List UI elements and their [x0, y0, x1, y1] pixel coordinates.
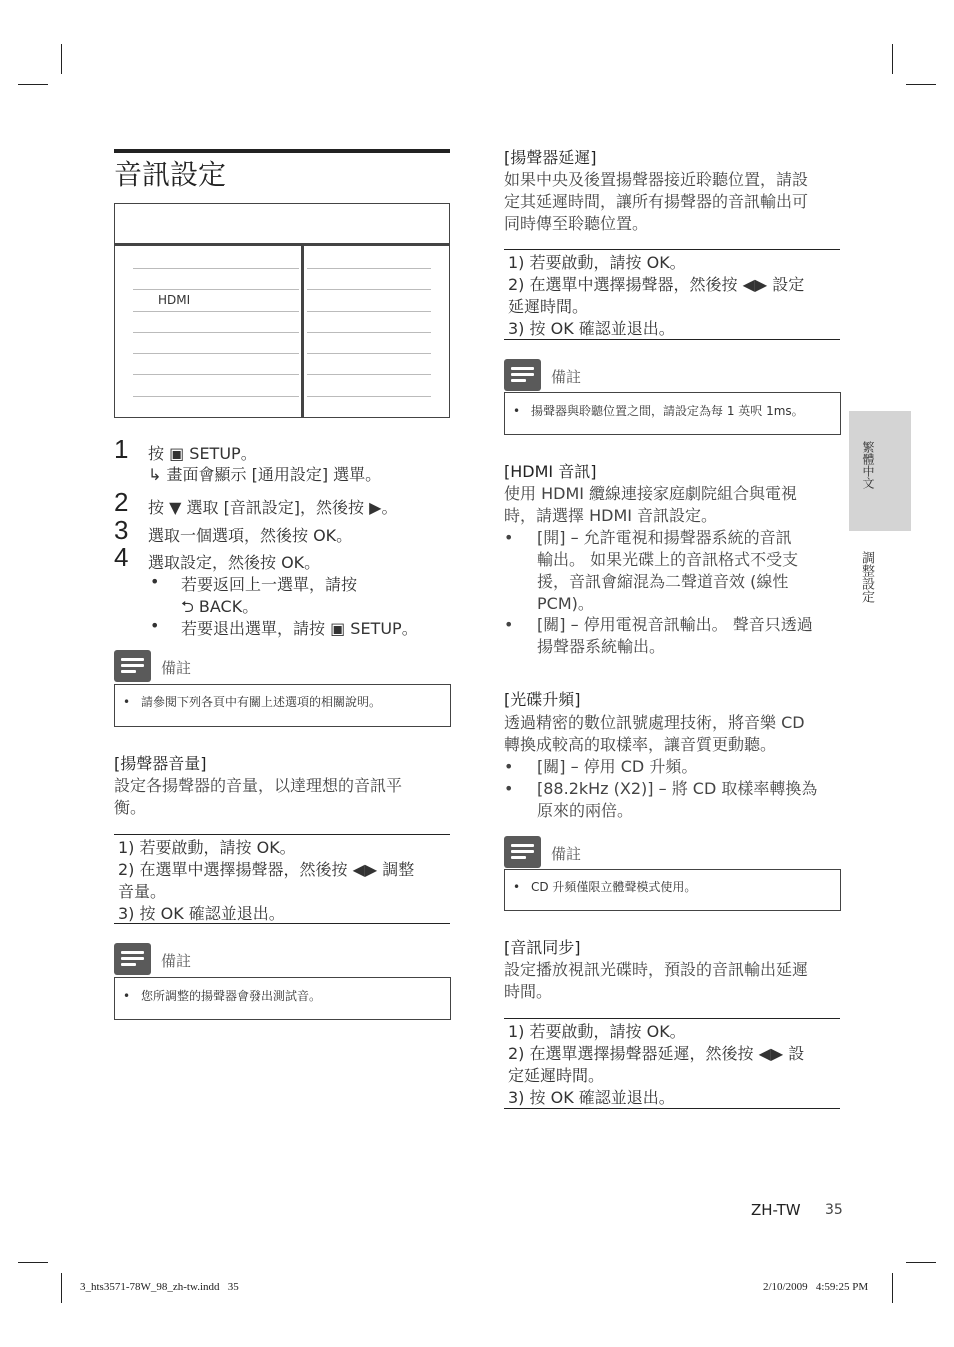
- page-number: 35: [825, 1202, 843, 1218]
- menu-table-header-rule: [115, 243, 449, 246]
- bullet: •: [150, 572, 160, 591]
- note-icon: [504, 359, 541, 391]
- table-row-line: [133, 353, 299, 354]
- note-box: [114, 977, 451, 1020]
- bullet: •: [513, 404, 521, 418]
- table-row-line: [133, 289, 299, 290]
- section-heading: [HDMI 音訊]: [504, 462, 597, 481]
- bullet: •: [504, 757, 514, 776]
- note-text: 請參閱下列各頁中有關上述選項的相關說明。: [141, 695, 382, 709]
- section-desc: 時間。: [504, 982, 553, 1001]
- step-text: 選取一個選項，然後按 OK。: [148, 526, 353, 545]
- section-desc: 衡。: [114, 798, 147, 817]
- note-box: [114, 684, 451, 727]
- note-title: 備註: [551, 368, 582, 386]
- table-row-line: [133, 268, 299, 269]
- bullet: •: [504, 779, 514, 798]
- table-row-line: [307, 268, 431, 269]
- option-text: [88.2kHz (X2)] – 將 CD 取樣率轉換為: [537, 779, 818, 798]
- crop-mark: [892, 44, 893, 74]
- note-box: [504, 869, 841, 911]
- step-number: 1: [114, 434, 129, 464]
- note-title: 備註: [161, 952, 192, 970]
- table-row-line: [307, 396, 431, 397]
- table-row-line: [133, 374, 299, 375]
- print-date-info: 2/10/2009 4:59:25 PM: [763, 1281, 869, 1293]
- step-bullet-text: ⮌ BACK。: [181, 597, 259, 616]
- section-desc: 使用 HDMI 纜線連接家庭劇院組合與電視: [504, 484, 798, 503]
- instruction-box: [504, 1018, 840, 1109]
- section-desc: 如果中央及後置揚聲器接近聆聽位置，請設: [504, 170, 809, 189]
- menu-table-cell: HDMI: [158, 293, 191, 307]
- language-code: ZH-TW: [751, 1201, 801, 1219]
- instruction-line: 3) 按 OK 確認並退出。: [508, 1088, 675, 1107]
- instruction-line: 2) 在選單中選擇揚聲器，然後按 ◀▶ 設定: [508, 275, 805, 294]
- section-heading: [音訊同步]: [504, 938, 581, 957]
- section-desc: 轉換成較高的取樣率，讓音質更動聽。: [504, 735, 777, 754]
- instruction-line: 音量。: [118, 882, 167, 901]
- instruction-line: 1) 若要啟動，請按 OK。: [508, 1022, 686, 1041]
- option-item: [504, 778, 840, 822]
- option-text: 援，音訊會縮混為二聲道音效 (線性: [537, 572, 789, 591]
- option-text: 原來的兩倍。: [537, 801, 634, 820]
- table-row-line: [133, 396, 299, 397]
- note-text: CD 升頻僅限立體聲模式使用。: [531, 880, 697, 894]
- section-desc: 同時傳至聆聽位置。: [504, 214, 649, 233]
- section-desc: 透過精密的數位訊號處理技術，將音樂 CD: [504, 713, 805, 732]
- step-number: 4: [114, 542, 129, 572]
- crop-mark: [18, 1262, 48, 1263]
- side-tab-label: 調整設定: [859, 551, 874, 603]
- section-heading: [揚聲器延遲]: [504, 148, 597, 167]
- table-row-line: [307, 311, 431, 312]
- side-tab-active: [849, 411, 911, 531]
- step-number: 2: [114, 487, 129, 517]
- note-title: 備註: [161, 659, 192, 677]
- instruction-line: 1) 若要啟動，請按 OK。: [508, 253, 686, 272]
- step-text: 按 ▼ 選取 [音訊設定]，然後按 ▶。: [148, 498, 398, 517]
- instruction-line: 延遲時間。: [508, 297, 589, 316]
- option-text: [關] – 停用電視音訊輸出。 聲音只透過: [537, 615, 813, 634]
- note-box: [504, 392, 841, 435]
- bullet: •: [504, 528, 514, 547]
- section-desc: 定其延遲時間，讓所有揚聲器的音訊輸出可: [504, 192, 809, 211]
- table-row-line: [133, 311, 299, 312]
- note-text: 揚聲器與聆聽位置之間，請設定為每 1 英呎 1ms。: [531, 404, 804, 418]
- bullet: •: [123, 989, 131, 1003]
- step-text: 選取設定，然後按 OK。: [148, 553, 321, 572]
- crop-mark: [61, 1273, 62, 1303]
- option-item: [504, 614, 840, 658]
- option-item: [504, 756, 840, 778]
- note-title: 備註: [551, 845, 582, 863]
- option-text: PCM)。: [537, 594, 594, 613]
- bullet: •: [123, 695, 131, 709]
- menu-table-divider: [301, 246, 304, 418]
- instruction-box: [114, 834, 450, 924]
- option-text: [關] – 停用 CD 升頻。: [537, 757, 698, 776]
- crop-mark: [906, 1262, 936, 1263]
- option-item: [504, 527, 840, 615]
- step-result: ↳ 畫面會顯示 [通用設定] 選單。: [148, 465, 382, 484]
- crop-mark: [18, 84, 48, 85]
- step-bullet-text: 若要退出選單，請按 ▣ SETUP。: [181, 619, 418, 638]
- instruction-line: 3) 按 OK 確認並退出。: [118, 904, 285, 923]
- menu-table: [114, 203, 450, 418]
- side-tab-label: 繁體中文: [861, 441, 875, 489]
- step-number: 3: [114, 515, 129, 545]
- section-heading: [揚聲器音量]: [114, 754, 207, 773]
- print-file-info: 3_hts3571-78W_98_zh-tw.indd 35: [80, 1281, 239, 1293]
- table-row-line: [133, 332, 299, 333]
- instruction-box: [504, 249, 840, 340]
- crop-mark: [61, 44, 62, 74]
- table-row-line: [307, 353, 431, 354]
- step-text: 按 ▣ SETUP。: [148, 444, 257, 463]
- section-desc: 時，請選擇 HDMI 音訊設定。: [504, 506, 718, 525]
- option-text: [開] – 允許電視和揚聲器系統的音訊: [537, 528, 792, 547]
- option-text: 揚聲器系統輸出。: [537, 637, 666, 656]
- instruction-line: 2) 在選單選擇揚聲器延遲，然後按 ◀▶ 設: [508, 1044, 805, 1063]
- bullet: •: [150, 616, 160, 635]
- note-icon: [114, 943, 151, 975]
- note-icon: [504, 836, 541, 868]
- section-desc: 設定播放視訊光碟時，預設的音訊輸出延遲: [504, 960, 809, 979]
- crop-mark: [906, 84, 936, 85]
- instruction-line: 2) 在選單中選擇揚聲器，然後按 ◀▶ 調整: [118, 860, 415, 879]
- instruction-line: 定延遲時間。: [508, 1066, 605, 1085]
- step-bullet-text: 若要返回上一選單，請按: [181, 575, 358, 594]
- instruction-line: 3) 按 OK 確認並退出。: [508, 319, 675, 338]
- note-icon: [114, 650, 151, 682]
- option-text: 輸出。 如果光碟上的音訊格式不受支: [537, 550, 799, 569]
- table-row-line: [307, 289, 431, 290]
- page-title: 音訊設定: [114, 158, 227, 191]
- section-heading: [光碟升頻]: [504, 690, 581, 709]
- crop-mark: [892, 1273, 893, 1303]
- table-row-line: [307, 374, 431, 375]
- note-text: 您所調整的揚聲器會發出測試音。: [141, 989, 322, 1003]
- bullet: •: [513, 880, 521, 894]
- section-desc: 設定各揚聲器的音量，以達理想的音訊平: [114, 776, 403, 795]
- bullet: •: [504, 615, 514, 634]
- table-row-line: [307, 332, 431, 333]
- instruction-line: 1) 若要啟動，請按 OK。: [118, 838, 296, 857]
